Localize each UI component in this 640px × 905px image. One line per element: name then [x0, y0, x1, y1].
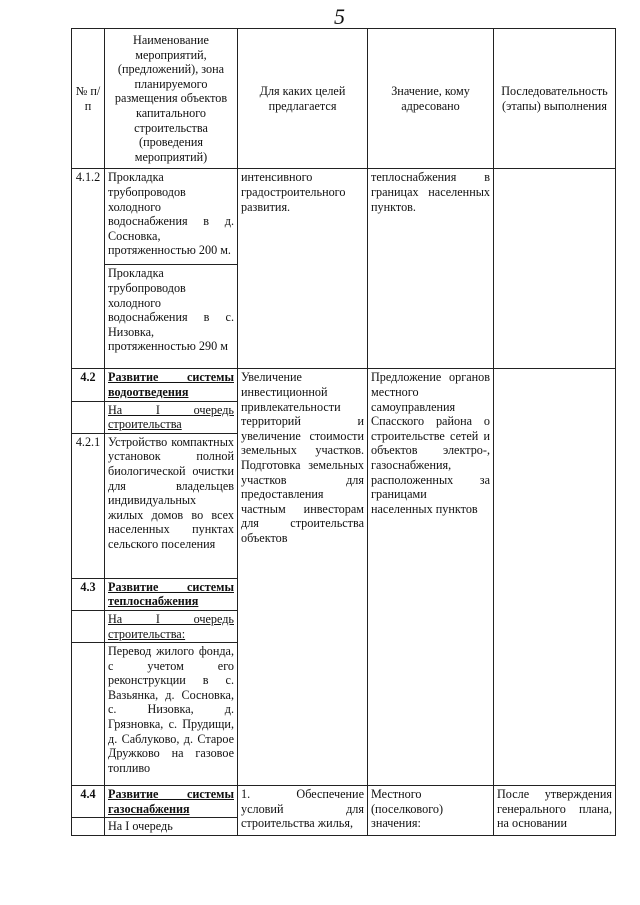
table-row: [72, 169, 616, 265]
row-purpose: Увеличение инвестиционной привлекательности территорий и увеличение стоимости земельных участков. Подготовка земельных участков для предоставления частным инвесторам для строительства объектов: [238, 369, 368, 786]
row-num: 4.2.1: [72, 433, 105, 578]
row-num: 4.1.2: [72, 169, 105, 369]
table-header-row: [72, 29, 616, 169]
row-name: Перевод жилого фонда, с учетом его реконструкции в с. Вазьянка, д. Сосновка, с. Низовка, д. Грязновка, с. Прудищи, д. Саблуково, д. Старое Дружково на газовое топливо: [105, 643, 238, 786]
row-num: [72, 643, 105, 786]
header-name: Наименование мероприятий, (предложений), зона планируемого размещения объектов капитального строительства (проведения мероприятий): [105, 29, 238, 169]
page-number: 5: [334, 4, 345, 29]
row-num: 4.2: [72, 369, 105, 401]
row-stage: На I очередь: [105, 818, 238, 836]
header-addressee: Значение, кому адресовано: [368, 29, 494, 169]
row-title: Развитие системы газоснабжения: [105, 786, 238, 818]
row-stage: На I очередь строительства: [105, 401, 238, 433]
header-sequence: Последовательность (этапы) выполнения: [494, 29, 616, 169]
row-num: [72, 818, 105, 836]
row-name: Прокладка трубопроводов холодного водоснабжения в с. Низовка, протяженностью 290 м: [105, 265, 238, 369]
row-purpose: 1. Обеспечение условий для строительства жилья,: [238, 786, 368, 836]
row-addressee: Местного (поселкового) значения:: [368, 786, 494, 836]
row-sequence: [494, 369, 616, 786]
row-name: Устройство компактных установок полной биологической очистки для владельцев индивидуальных жилых домов во всех населенных пунктах сельского поселения: [105, 433, 238, 578]
table-row: [72, 369, 616, 401]
table-row: [72, 786, 616, 818]
row-num: [72, 401, 105, 433]
row-num: [72, 610, 105, 642]
measures-table: [71, 28, 616, 836]
row-title: Развитие системы водоотведения: [105, 369, 238, 401]
row-sequence: После утверждения генерального плана, на основании: [494, 786, 616, 836]
header-purpose: Для каких целей предлагается: [238, 29, 368, 169]
row-num: 4.4: [72, 786, 105, 818]
row-sequence: [494, 169, 616, 369]
row-addressee: теплоснабжения в границах населенных пунктов.: [368, 169, 494, 369]
row-addressee: Предложение органов местного самоуправления Спасского района о строительстве сетей и объектов электро-, газоснабжения, расположенных за границами населенных пунктов: [368, 369, 494, 786]
row-purpose: интенсивного градостроительного развития.: [238, 169, 368, 369]
row-name: Прокладка трубопроводов холодного водоснабжения в д. Сосновка, протяженностью 200 м.: [105, 169, 238, 265]
row-title: Развитие системы теплоснабжения: [105, 578, 238, 610]
row-stage: На I очередь строительства:: [105, 610, 238, 642]
header-num: № п/п: [72, 29, 105, 169]
row-num: 4.3: [72, 578, 105, 610]
